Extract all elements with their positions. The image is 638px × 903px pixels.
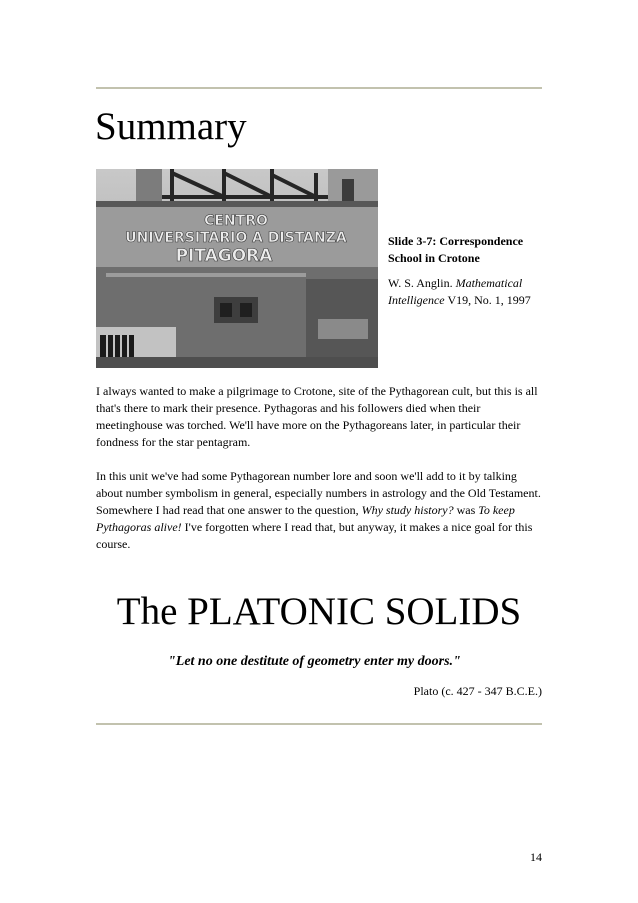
plato-quote: "Let no one destitute of geometry enter my doors." xyxy=(168,654,461,669)
crotone-building-photo xyxy=(96,169,378,368)
top-divider xyxy=(96,87,542,89)
quote-attribution: Plato (c. 427 - 347 B.C.E.) xyxy=(413,684,542,698)
citation-details: V19, No. 1, 1997 xyxy=(447,293,531,307)
paragraph-number-lore: In this unit we've had some Pythagorean number lore and soon we'll add to it by talking about number symbolism in general, especially numbers in astrology and the Old Testament. xyxy=(96,469,541,500)
paragraph-why-study-history xyxy=(96,502,542,553)
citation-journal: Mathematical Intelligence xyxy=(388,276,523,307)
bottom-divider xyxy=(96,723,542,725)
platonic-solids-title: The PLATONIC SOLIDS xyxy=(116,590,522,633)
sign-text-line-3: PITAGORA xyxy=(175,246,273,266)
caption-title: Slide 3-7: Correspondence School in Crotone xyxy=(388,234,524,265)
para3-tail: I've forgotten where I read that, but anyway, it makes a nice goal for this course. xyxy=(96,520,533,551)
citation-author: W. S. Anglin. xyxy=(388,276,453,290)
section-heading: Summary xyxy=(95,105,247,148)
para3-question: Why study history? xyxy=(361,503,454,517)
caption-citation xyxy=(388,275,548,309)
para3-was: was xyxy=(456,503,476,517)
para3-lead: Somewhere I had read that one answer to the question, xyxy=(96,503,359,517)
page-number: 14 xyxy=(530,850,542,864)
sign-text-line-2: UNIVERSITARIO A DISTANZA xyxy=(125,230,347,246)
body-text xyxy=(96,383,542,553)
para3-answer: To keep Pythagoras alive! xyxy=(96,503,515,534)
paragraph-crotone: I always wanted to make a pilgrimage to Crotone, site of the Pythagorean cult, but this is all that's there to mark their presence. Pythagoras and his followers died when their meetinghouse was torched. We'll have more on the Pythagoreans later, in particular their fondness for the star pentagram. xyxy=(96,384,538,449)
photo-caption xyxy=(388,233,548,309)
sign-text-line-1: CENTRO xyxy=(204,213,268,229)
